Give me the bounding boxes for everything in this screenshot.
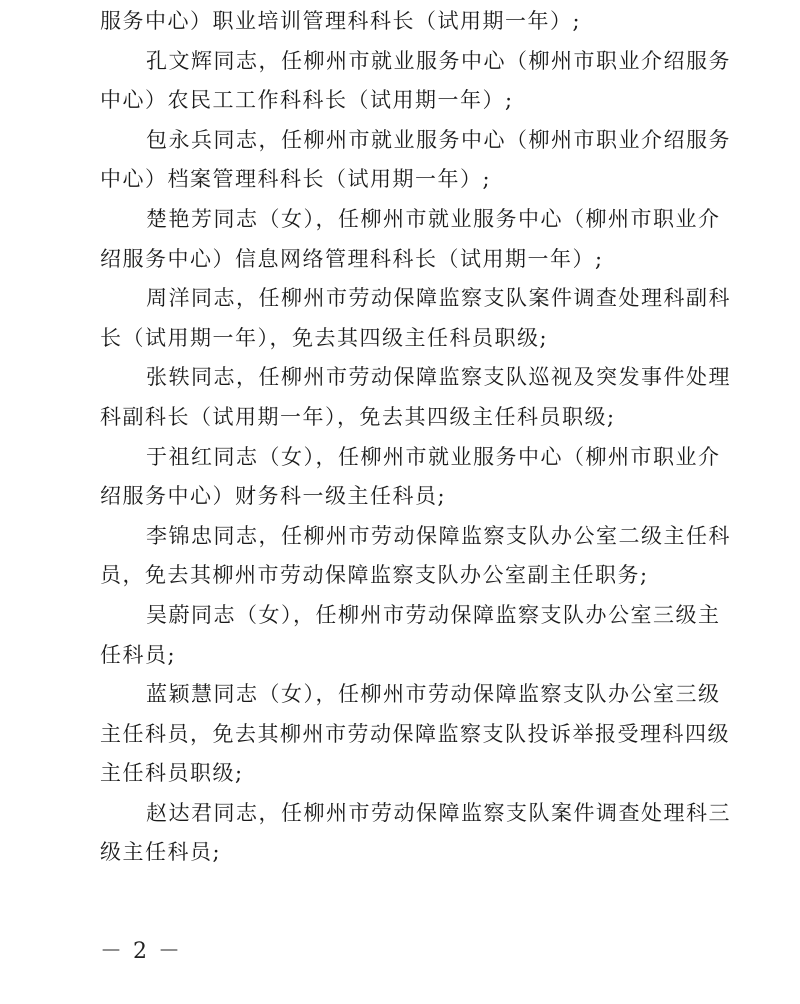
- text-line: 主任科员，免去其柳州市劳动保障监察支队投诉举报受理科四级: [100, 721, 730, 746]
- text-line: 蓝颖慧同志（女），任柳州市劳动保障监察支队办公室三级: [146, 682, 721, 707]
- text-line: 吴蔚同志（女），任柳州市劳动保障监察支队办公室三级主: [146, 602, 721, 627]
- text-line: 周洋同志，任柳州市劳动保障监察支队案件调查处理科副科: [146, 286, 731, 311]
- document-body: [100, 0, 731, 873]
- text-line: 于祖红同志（女），任柳州市就业服务中心（柳州市职业介: [146, 444, 721, 469]
- text-line: 绍服务中心）财务科一级主任科员;: [100, 484, 447, 509]
- text-line: 孔文辉同志，任柳州市就业服务中心（柳州市职业介绍服务: [146, 48, 731, 73]
- text-line: 长（试用期一年），免去其四级主任科员职级;: [100, 325, 549, 350]
- text-line: 服务中心）职业培训管理科科长（试用期一年）;: [100, 9, 582, 33]
- text-line: 科副科长（试用期一年），免去其四级主任科员职级;: [100, 404, 616, 429]
- text-line: 楚艳芳同志（女），任柳州市就业服务中心（柳州市职业介: [146, 206, 721, 231]
- text-line: 赵达君同志，任柳州市劳动保障监察支队案件调查处理科三: [146, 800, 731, 825]
- text-line: 中心）档案管理科科长（试用期一年）;: [100, 167, 492, 192]
- text-line: 张轶同志，任柳州市劳动保障监察支队巡视及突发事件处理: [146, 365, 731, 390]
- text-line: 任科员;: [100, 642, 177, 667]
- text-line: 包永兵同志，任柳州市就业服务中心（柳州市职业介绍服务: [146, 127, 731, 152]
- text-line: 绍服务中心）信息网络管理科科长（试用期一年）;: [100, 246, 604, 271]
- text-line: 李锦忠同志，任柳州市劳动保障监察支队办公室二级主任科: [146, 523, 731, 548]
- text-line: 中心）农民工工作科科长（试用期一年）;: [100, 88, 514, 113]
- text-line: 主任科员职级;: [100, 761, 244, 786]
- text-line: 员，免去其柳州市劳动保障监察支队办公室副主任职务;: [100, 563, 649, 588]
- text-line: 级主任科员;: [100, 840, 222, 865]
- page-number: － 2 －: [100, 939, 182, 964]
